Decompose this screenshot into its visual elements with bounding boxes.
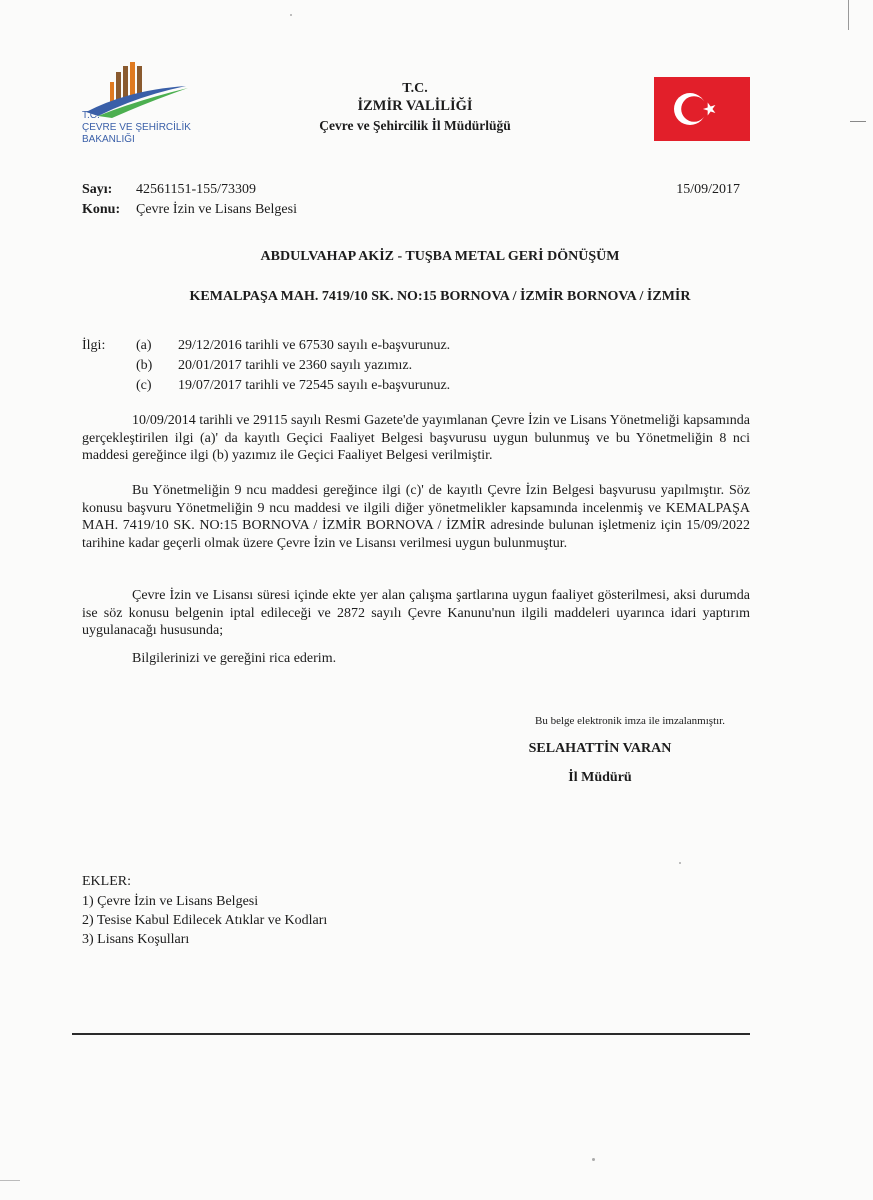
body-paragraph-3: Çevre İzin ve Lisansı süresi içinde ekte yer alan çalışma şartlarına uygun faaliyet gösterilmesi, aksi durumda ise söz konusu belgenin iptal edileceği ve 2872 sayılı Çevre Kanunu'nun ilgili maddeleri uyarınca idari yaptırım uygulanacağı hususunda; <box>82 588 750 638</box>
ilgi-ref-letter: (a) <box>136 338 152 353</box>
ilgi-ref-text: 29/12/2016 tarihli ve 67530 sayılı e-başvurunuz. <box>178 338 451 353</box>
signatory-name: SELAHATTİN VARAN <box>528 741 672 756</box>
ilgi-ref-text: 20/01/2017 tarihli ve 2360 sayılı yazımız. <box>178 358 413 373</box>
sayi-value: 42561151-155/73309 <box>136 182 257 197</box>
header-governorship: İZMİR VALİLİĞİ <box>357 98 473 114</box>
document-date: 15/09/2017 <box>676 182 740 197</box>
logo-text-bakanligi: BAKANLIĞI <box>82 134 135 145</box>
signatory-title: İl Müdürü <box>568 770 632 785</box>
logo-text-tc: T.C. <box>82 110 100 121</box>
konu-value: Çevre İzin ve Lisans Belgesi <box>136 202 297 217</box>
turkish-flag-icon <box>654 77 750 141</box>
logo-text-ministry: ÇEVRE VE ŞEHİRCİLİK <box>82 122 191 133</box>
ilgi-label: İlgi: <box>82 338 106 353</box>
footer-rule <box>72 1033 750 1035</box>
page-edge <box>0 1180 20 1181</box>
paper-speck <box>592 1158 595 1161</box>
paper-speck <box>290 14 292 16</box>
paper-speck <box>679 862 681 864</box>
page-edge <box>848 0 849 30</box>
ilgi-ref-letter: (b) <box>136 358 153 373</box>
e-signature-note: Bu belge elektronik imza ile imzalanmıştır. <box>534 715 725 727</box>
header-directorate: Çevre ve Şehircilik İl Müdürlüğü <box>319 118 511 133</box>
ministry-logo <box>78 60 203 155</box>
body-paragraph-1: 10/09/2014 tarihli ve 29115 sayılı Resmi Gazete'de yayımlanan Çevre İzin ve Lisans Yönetmeliği kapsamında gerçekleştirilen ilgi (a)' da kayıtlı Geçici Faaliyet Belgesi başvurusu uygun bulunmuş ve bu Yönetmeliğin 8 nci maddesi gereğince ilgi (b) yazımız ile Geçici Faaliyet Belgesi verilmiştir. <box>82 413 750 463</box>
konu-label: Konu: <box>82 202 121 217</box>
sayi-label: Sayı: <box>82 182 113 197</box>
ilgi-ref-letter: (c) <box>136 378 152 393</box>
attachment-item: 3) Lisans Koşulları <box>82 932 190 947</box>
header-tc: T.C. <box>402 81 428 96</box>
recipient-address: KEMALPAŞA MAH. 7419/10 SK. NO:15 BORNOVA / İZMİR BORNOVA / İZMİR <box>189 289 691 304</box>
closing-line: Bilgilerinizi ve gereğini rica ederim. <box>132 651 337 666</box>
recipient-name: ABDULVAHAP AKİZ - TUŞBA METAL GERİ DÖNÜŞÜM <box>260 249 620 264</box>
margin-mark <box>850 121 866 122</box>
attachment-item: 2) Tesise Kabul Edilecek Atıklar ve Kodları <box>82 913 328 928</box>
body-paragraph-2: Bu Yönetmeliğin 9 ncu maddesi gereğince ilgi (c)' de kayıtlı Çevre İzin Belgesi başvurusu yapılmıştır. Söz konusu başvuru Yönetmeliğin 9 ncu maddesi ve ilgili diğer yönetmelikler kapsamında incelenmiş ve KEMALPAŞA MAH. 7419/10 SK. NO:15 BORNOVA / İZMİR BORNOVA / İZMİR adresinde bulunan işletmeniz için 15/09/2022 tarihine kadar geçerli olmak üzere Çevre İzin ve Lisansı verilmesi uygun bulunmuştur. <box>82 483 750 551</box>
attachments-title: EKLER: <box>82 874 131 889</box>
ilgi-ref-text: 19/07/2017 tarihli ve 72545 sayılı e-başvurunuz. <box>178 378 451 393</box>
attachment-item: 1) Çevre İzin ve Lisans Belgesi <box>82 894 259 909</box>
